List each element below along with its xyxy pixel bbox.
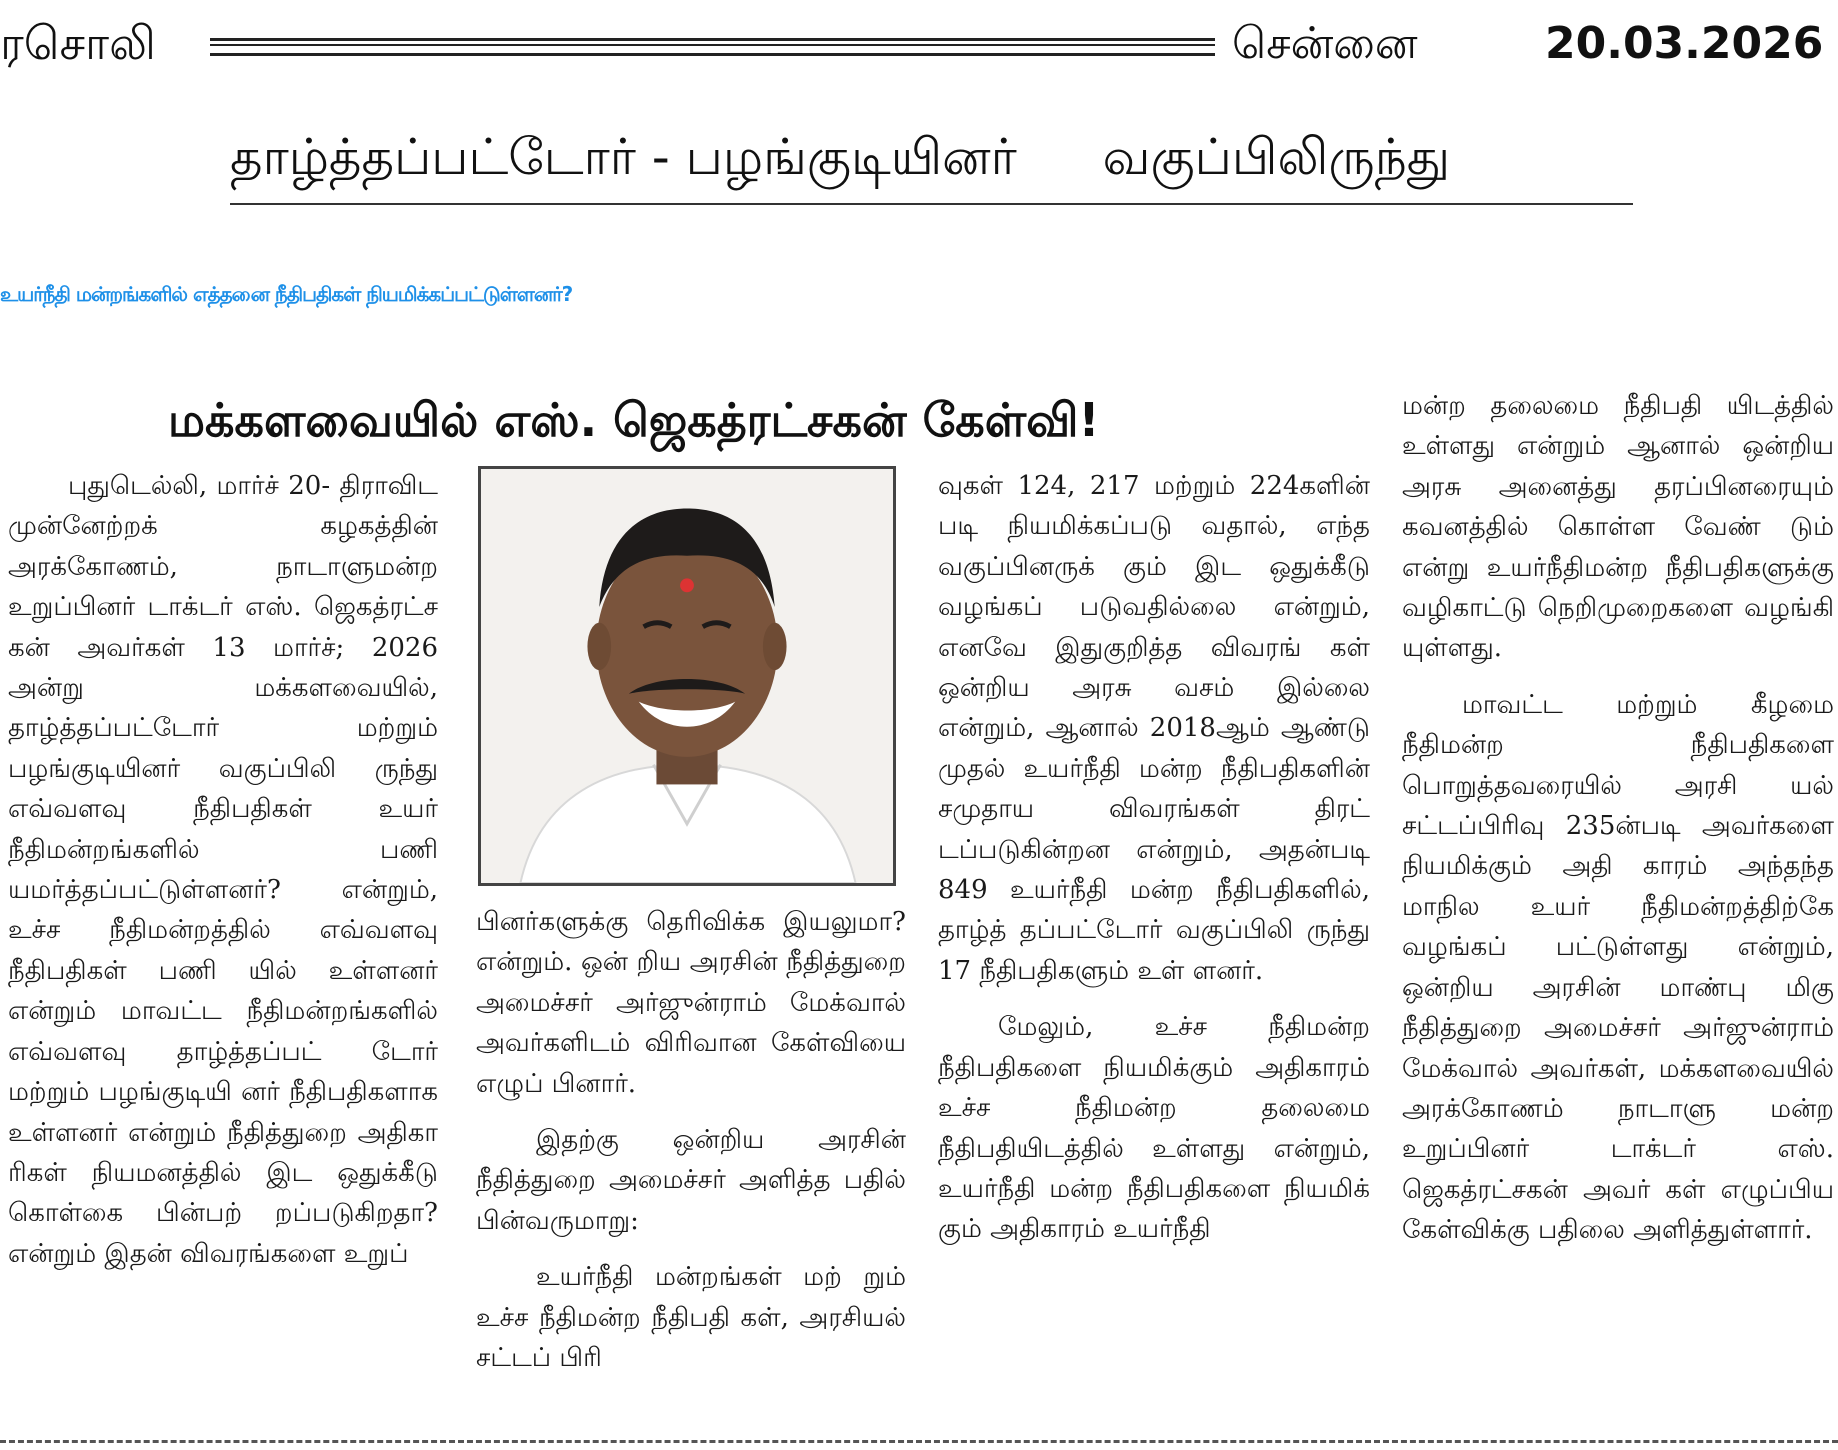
kicker-part-2: வகுப்பிலிருந்து <box>1102 128 1451 186</box>
main-headline: உயர்நீதி மன்றங்களில் எத்தனை நீதிபதிகள் நியமிக்கப்பட்டுள்ளனர்? <box>0 282 573 306</box>
kicker-part-1: தாழ்த்தப்பட்டோர் - பழங்குடியினர் <box>230 128 1017 186</box>
article-paragraph: பினர்களுக்கு தெரிவிக்க இயலுமா? என்றும். ஒன் றிய அரசின் நீதித்துறை அமைச்சர் அர்ஜுன்ராம் மேக்வால் அவர்களிடம் விரிவான கேள்வியை எழுப் பினார். <box>476 907 906 1099</box>
bottom-dashed-rule <box>0 1440 1838 1443</box>
article-column-4 <box>1402 386 1834 1434</box>
kicker-headline <box>230 120 1630 194</box>
sub-headline: மக்களவையில் எஸ். ஜெகத்ரட்சகன் கேள்வி! <box>168 393 1100 447</box>
article-column-2 <box>476 902 906 1432</box>
edition-date: 20.03.2026 <box>1545 18 1824 69</box>
portrait-photo-icon <box>481 469 893 883</box>
article-paragraph: புதுடெல்லி, மார்ச் 20- திராவிட முன்னேற்றக் கழகத்தின் அரக்கோணம், நாடாளுமன்ற உறுப்பினர் டாக்டர் எஸ். ஜெகத்ரட்ச கன் அவர்கள் 13 மார்ச்; 2026 அன்று மக்களவையில், தாழ்த்தப்பட்டோர் மற்றும் பழங்குடியினர் வகுப்பிலி ருந்து எவ்வளவு நீதிபதிகள் உயர் நீதிமன்றங்களில் பணி யமர்த்தப்பட்டுள்ளனர்? என்றும், உச்ச நீதிமன்றத்தில் எவ்வளவு நீதிபதிகள் பணி யில் உள்ளனர் என்றும் மாவட்ட நீதிமன்றங்களில் எவ்வளவு தாழ்த்தப்பட் டோர் மற்றும் பழங்குடியி னர் நீதிபதிகளாக உள்ளனர் என்றும் நீதித்துறை அதிகா ரிகள் நியமனத்தில் இட ஒதுக்கீடு கொள்கை பின்பற் றப்படுகிறதா? என்றும் இதன் விவரங்களை உறுப் <box>8 471 438 1269</box>
kicker-underline <box>230 203 1633 205</box>
portrait-photo <box>478 466 896 886</box>
article-column-1 <box>8 466 438 1432</box>
article-paragraph: வுகள் 124, 217 மற்றும் 224களின் படி நியமிக்கப்படு வதால், எந்த வகுப்பினருக் கும் இட ஒதுக்கீடு வழங்கப் படுவதில்லை என்றும், எனவே இதுகுறித்த விவரங் கள் ஒன்றிய அரசு வசம் இல்லை என்றும், ஆனால் 2018ஆம் ஆண்டு முதல் உயர்நீதி மன்ற நீதிபதிகளின் சமுதாய விவரங்கள் திரட் டப்படுகின்றன என்றும், அதன்படி 849 உயர்நீதி மன்ற நீதிபதிகளில், தாழ்த் தப்பட்டோர் வகுப்பிலி ருந்து 17 நீதிபதிகளும் உள் ளனர். <box>938 471 1370 986</box>
masthead <box>0 0 1838 96</box>
article-column-3 <box>938 466 1370 1432</box>
article-paragraph: மன்ற தலைமை நீதிபதி யிடத்தில் உள்ளது என்றும் ஆனால் ஒன்றிய அரசு அனைத்து தரப்பினரையும் கவனத்தில் கொள்ள வேண் டும் என்று உயர்நீதிமன்ற நீதிபதிகளுக்கு வழிகாட்டு நெறிமுறைகளை வழங்கி யுள்ளது. <box>1402 391 1834 664</box>
newspaper-name: ரசொலி <box>0 16 156 70</box>
article-paragraph: மாவட்ட மற்றும் கீழமை நீதிமன்ற நீதிபதிகளை பொறுத்தவரையில் அரசி யல் சட்டப்பிரிவு 235ன்படி அவர்களை நியமிக்கும் அதி காரம் அந்தந்த மாநில உயர் நீதிமன்றத்திற்கே வழங்கப் பட்டுள்ளது என்றும், ஒன்றிய அரசின் மாண்பு மிகு நீதித்துறை அமைச்சர் அர்ஜுன்ராம் மேக்வால் அவர்கள், மக்களவையில் அரக்கோணம் நாடாளு மன்ற உறுப்பினர் டாக்டர் எஸ். ஜெகத்ரட்சகன் அவர் கள் எழுப்பிய கேள்விக்கு பதிலை அளித்துள்ளார். <box>1402 689 1834 1246</box>
article-paragraph: இதற்கு ஒன்றிய அரசின் நீதித்துறை அமைச்சர் அளித்த பதில் பின்வருமாறு: <box>476 1125 906 1236</box>
masthead-rule <box>210 38 1215 56</box>
edition-city: சென்னை <box>1232 18 1418 69</box>
article-paragraph: உயர்நீதி மன்றங்கள் மற் றும் உச்ச நீதிமன்ற நீதிபதி கள், அரசியல் சட்டப் பிரி <box>476 1262 906 1374</box>
article-paragraph: மேலும், உச்ச நீதிமன்ற நீதிபதிகளை நியமிக்கும் அதிகாரம் உச்ச நீதிமன்ற தலைமை நீதிபதியிடத்தில் உள்ளது என்றும், உயர்நீதி மன்ற நீதிபதிகளை நியமிக் கும் அதிகாரம் உயர்நீதி <box>938 1012 1370 1245</box>
